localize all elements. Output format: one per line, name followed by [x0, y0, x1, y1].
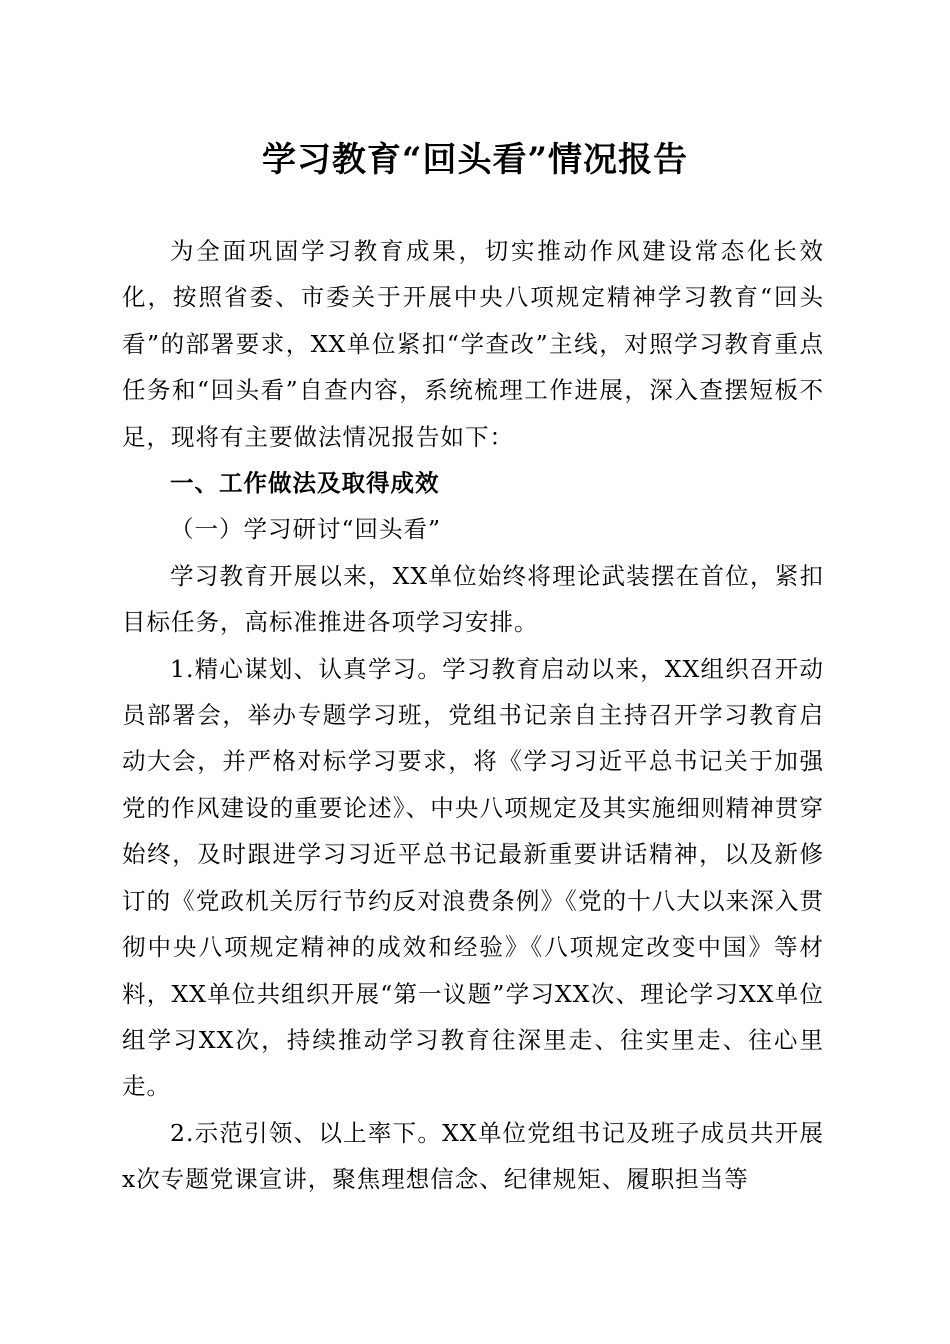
document-title: 学习教育“回头看”情况报告: [261, 140, 689, 180]
section-heading: 一、工作做法及取得成效: [170, 469, 440, 498]
body-paragraph: 学习教育开展以来，XX单位始终将理论武装摆在首位，紧扣目标任务，高标准推进各项学习安排。: [122, 561, 824, 637]
body-paragraph: 2.示范引领、以上率下。XX单位党组书记及班子成员共开展x次专题党课宣讲，聚焦理想信念、纪律规矩、履职担当等: [122, 1118, 824, 1194]
intro-paragraph: 为全面巩固学习教育成果，切实推动作风建设常态化长效化，按照省委、市委关于开展中央八项规定精神学习教育“回头看”的部署要求，XX单位紧扣“学查改”主线，对照学习教育重点任务和“回头看”自查内容，系统梳理工作进展，深入查摆短板不足，现将有主要做法情况报告如下：: [122, 237, 824, 451]
subsection-heading: （一）学习研讨“回头看”: [170, 515, 442, 544]
document-body: [122, 228, 824, 1203]
body-paragraph: 1.精心谋划、认真学习。学习教育启动以来，XX组织召开动员部署会，举办专题学习班，党组书记亲自主持召开学习教育启动大会，并严格对标学习要求，将《学习习近平总书记关于加强党的作风建设的重要论述》、中央八项规定及其实施细则精神贯穿始终，及时跟进学习习近平总书记最新重要讲话精神，以及新修订的《党政机关厉行节约反对浪费条例》《党的十八大以来深入贯彻中央八项规定精神的成效和经验》《八项规定改变中国》等材料，XX单位共组织开展“第一议题”学习XX次、理论学习XX单位组学习XX次，持续推动学习教育往深里走、往实里走、往心里走。: [122, 654, 824, 1101]
